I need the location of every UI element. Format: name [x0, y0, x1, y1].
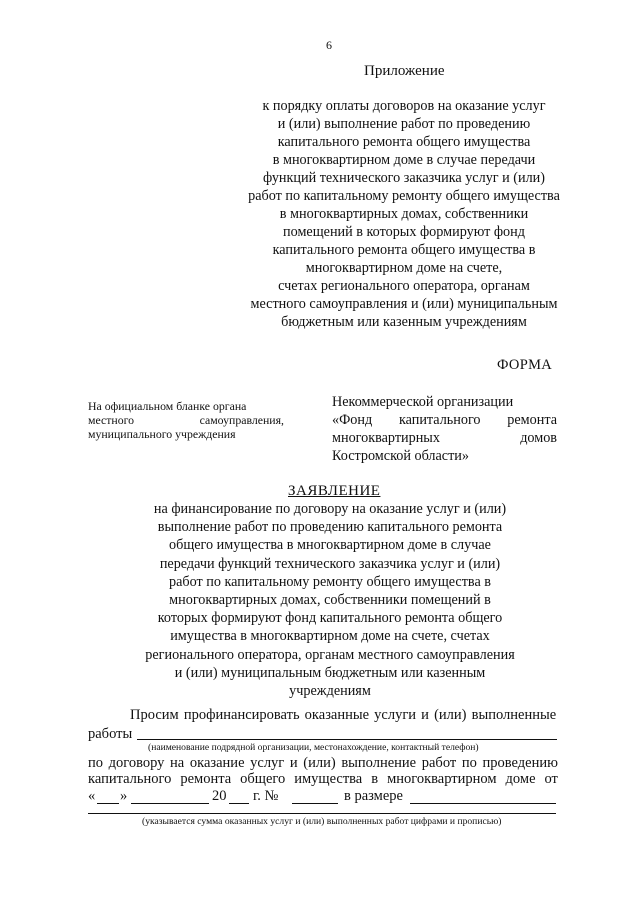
appendix-line: к порядку оплаты договоров на оказание услуг [262, 98, 546, 114]
word: доме [505, 771, 536, 787]
recipient-line [332, 429, 557, 447]
word: капитального [398, 412, 481, 428]
amount-label: в размере [344, 788, 403, 804]
word: по [461, 755, 477, 771]
statement-line: выполнение работ по проведению капитального ремонта [157, 519, 503, 536]
word: работ [421, 755, 457, 771]
appendix-line: счетах регионального оператора, органам [278, 278, 530, 294]
request-line [88, 755, 558, 771]
form-label: ФОРМА [497, 357, 553, 373]
date-close-quote: » [120, 788, 128, 804]
word: оказание [189, 755, 245, 771]
official-blank-line [88, 413, 284, 427]
date-open-quote: « [88, 788, 96, 804]
word: имущества [294, 771, 363, 787]
request-line: Просим профинансировать оказанные услуги и (или) выполненные [130, 707, 557, 723]
word: и [289, 755, 298, 771]
recipient-address [332, 393, 557, 465]
contractor-field-hint: (наименование подрядной организации, местонахождение, контактный телефон) [148, 742, 479, 753]
official-blank-line: муниципального учреждения [88, 427, 236, 441]
statement-line: работ по капитальному ремонту общего имущества в [169, 573, 491, 590]
statement-line: регионального оператора, органам местного самоуправления [145, 646, 515, 663]
statement-line: имущества в многоквартирном доме на счете, счетах [170, 628, 490, 645]
word: «Фонд [332, 412, 373, 428]
appendix-line: капитального ремонта общего имущества [277, 134, 531, 150]
word: выполнение [341, 755, 417, 771]
word: многоквартирных [332, 430, 440, 446]
statement-line: учреждениям [289, 683, 371, 700]
word: (или) [303, 755, 336, 771]
appendix-line: местного самоуправления и (или) муниципальным [250, 296, 558, 312]
request-body [88, 755, 558, 787]
official-blank-note [88, 399, 284, 441]
word: многоквартирном [387, 771, 497, 787]
contract-number-label: г. № [253, 788, 279, 804]
statement-title: ЗАЯВЛЕНИЕ [288, 483, 381, 499]
statement-line: на финансирование по договору на оказание услуг и (или) [153, 501, 507, 517]
year-prefix: 20 [212, 788, 227, 804]
appendix-line: функций технического заказчика услуг и (или) [262, 170, 546, 186]
statement-subject [108, 500, 552, 700]
statement-line: передачи функций технического заказчика услуг и (или) [159, 555, 501, 572]
word: капитального [88, 771, 172, 787]
word: на [170, 755, 185, 771]
word: договору [108, 755, 165, 771]
appendix-line: помещений в которых формируют фонд [283, 224, 525, 240]
recipient-line: Костромской области» [332, 448, 469, 464]
amount-field-line-2[interactable] [88, 800, 556, 814]
amount-field-hint: (указывается сумма оказанных услуг и (или) выполненных работ цифрами и прописью) [142, 816, 502, 827]
word: домов [520, 430, 557, 446]
recipient-line [332, 411, 557, 429]
statement-line: которых формируют фонд капитального ремонта общего [157, 610, 503, 627]
word: услуг [250, 755, 285, 771]
word: ремонта [180, 771, 232, 787]
word: проведению [482, 755, 558, 771]
appendix-line: многоквартирном доме на счете, [305, 260, 503, 276]
request-line [88, 771, 558, 787]
word: в [371, 771, 379, 787]
contractor-field-line[interactable] [137, 726, 557, 740]
appendix-line: в многоквартирных домах, собственники [279, 206, 529, 222]
appendix-description [222, 97, 586, 331]
statement-line: многоквартирных домах, собственники помещений в [169, 592, 491, 609]
word: общего [240, 771, 286, 787]
appendix-line: работ по капитальному ремонту общего имущества [248, 188, 560, 204]
appendix-title: Приложение [364, 63, 445, 79]
recipient-line: Некоммерческой организации [332, 394, 514, 410]
word: по [88, 755, 104, 771]
page-number: 6 [326, 38, 332, 52]
word: местного [88, 413, 135, 427]
appendix-line: капитального ремонта общего имущества в [272, 242, 536, 258]
statement-line: общего имущества в многоквартирном доме в случае [169, 537, 491, 554]
statement-line: и (или) муниципальным бюджетным или казенным [174, 664, 486, 681]
works-label: работы [88, 726, 133, 742]
word: от [544, 771, 558, 787]
appendix-line: бюджетным или казенным учреждениям [281, 314, 527, 330]
official-blank-line: На официальном бланке органа [88, 399, 247, 413]
word: ремонта [507, 412, 557, 428]
appendix-line: и (или) выполнение работ по проведению [277, 116, 531, 132]
word: самоуправления, [199, 413, 284, 427]
appendix-line: в многоквартирном доме в случае передачи [272, 152, 536, 168]
